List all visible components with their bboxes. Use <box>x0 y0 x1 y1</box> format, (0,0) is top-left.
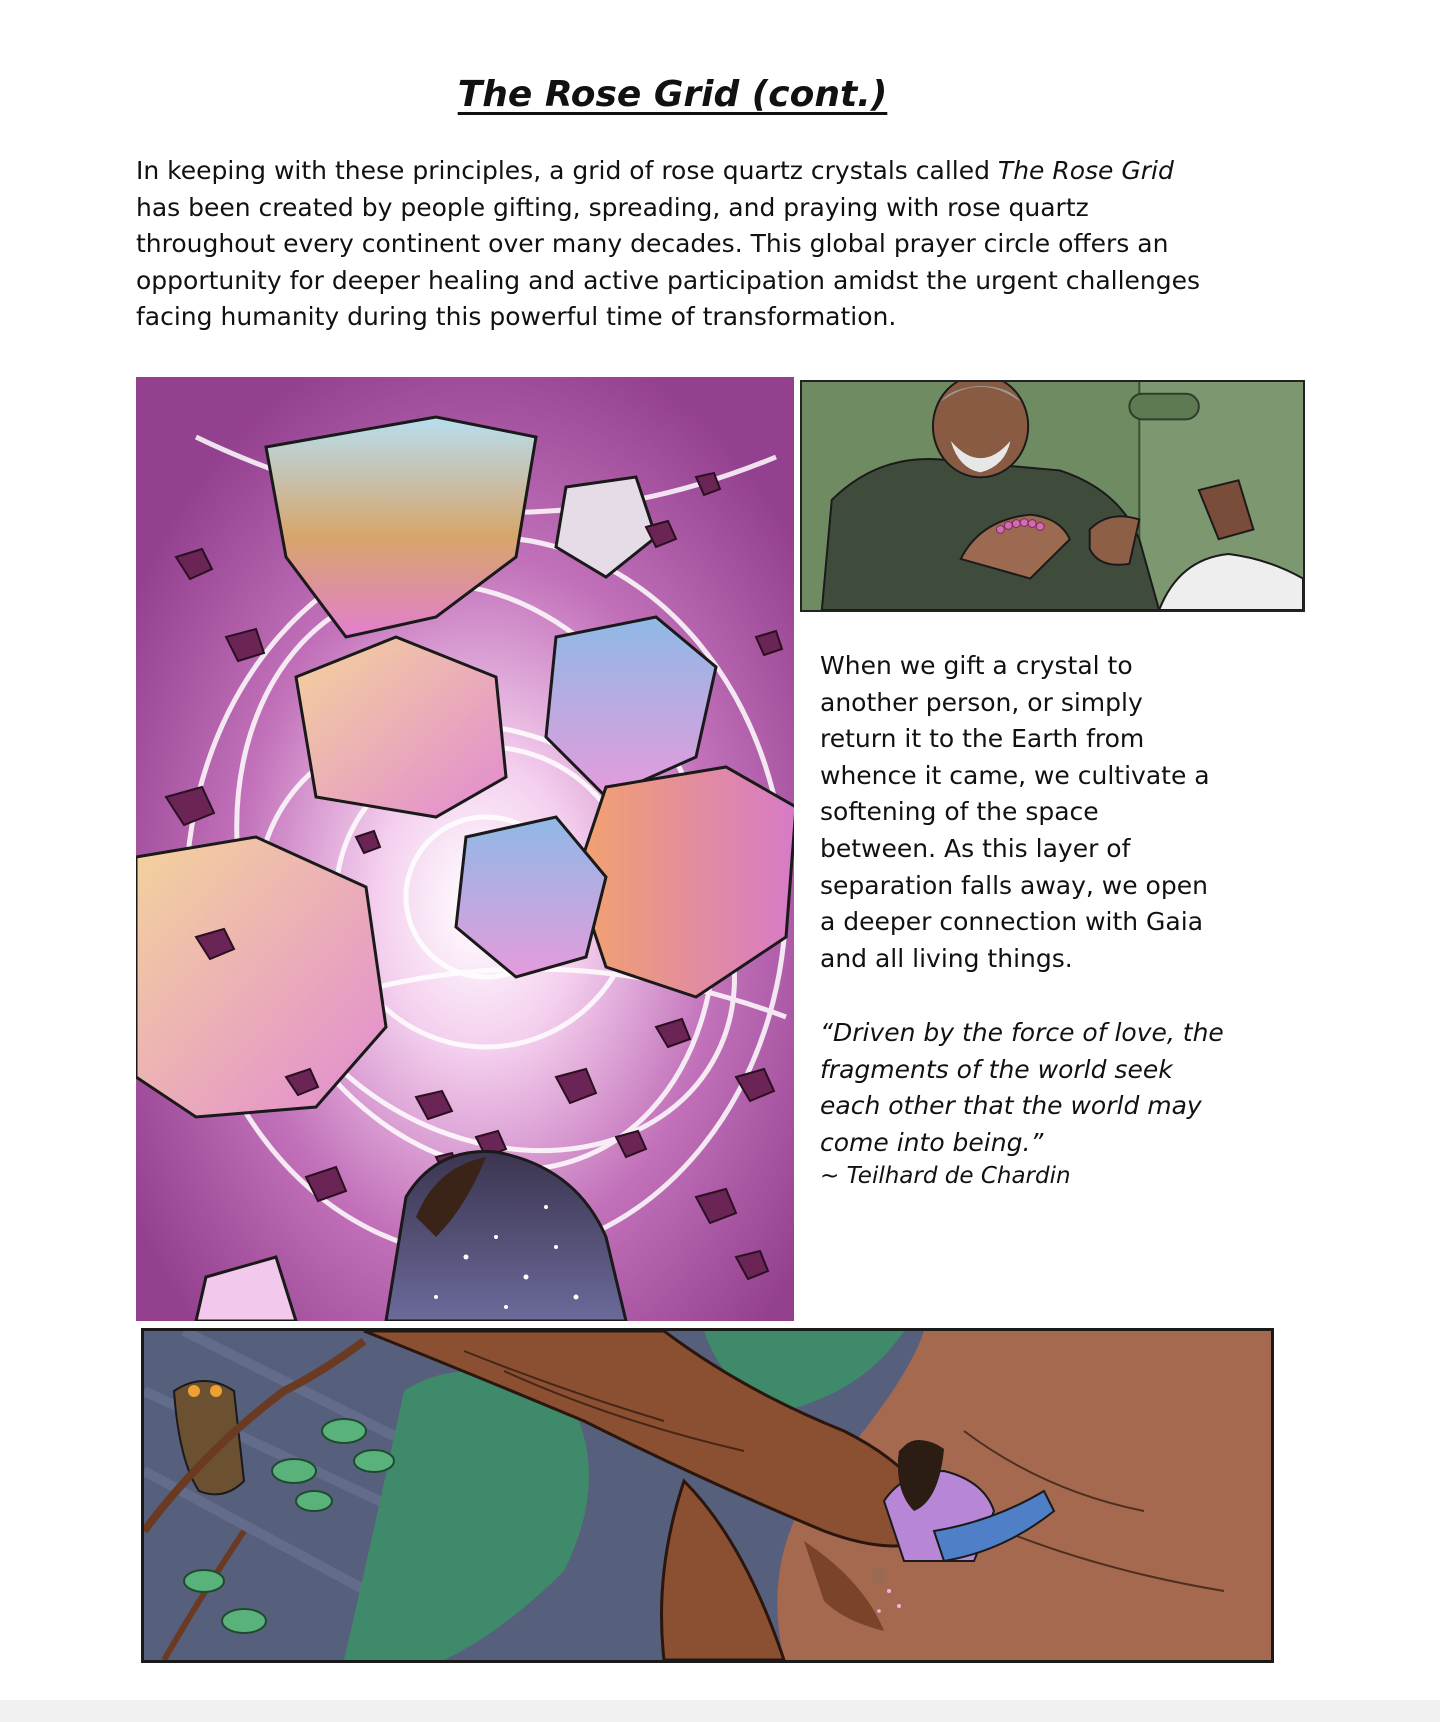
intro-text-end: has been created by people gifting, spreading, and praying with rose quartz throughout every continent over many decades. This global prayer circle offers an opportunity for deeper healing and active participation amidst the urgent challenges facing humanity during this powerful time of transformation. <box>136 192 1201 331</box>
quote-text: “Driven by the force of love, the fragments of the world seek each other that the world may come into being.” <box>820 1018 1224 1157</box>
bracelet-illustration-art <box>802 382 1303 610</box>
intro-text-start: In keeping with these principles, a grid of rose quartz crystals called <box>136 156 998 185</box>
forest-illustration-art <box>144 1331 1271 1660</box>
crystal-fragments-illustration <box>136 377 794 1321</box>
intro-emphasis: The Rose Grid <box>997 156 1174 185</box>
gift-crystal-paragraph: When we gift a crystal to another person, or simply return it to the Earth from whence it came, we cultivate a softening of the space between. As this layer of separation falls away, we open a deeper connection with Gaia and all living things. <box>820 651 1210 973</box>
bracelet-gift-illustration <box>800 380 1305 612</box>
quote-attribution: ~ Teilhard de Chardin <box>820 1163 1071 1189</box>
intro-paragraph <box>136 153 1216 336</box>
forest-tree-illustration <box>141 1328 1274 1663</box>
page-title: The Rose Grid (cont.) <box>457 74 888 115</box>
crystal-illustration-art <box>136 377 794 1321</box>
page-footer-bar <box>0 1700 1440 1722</box>
